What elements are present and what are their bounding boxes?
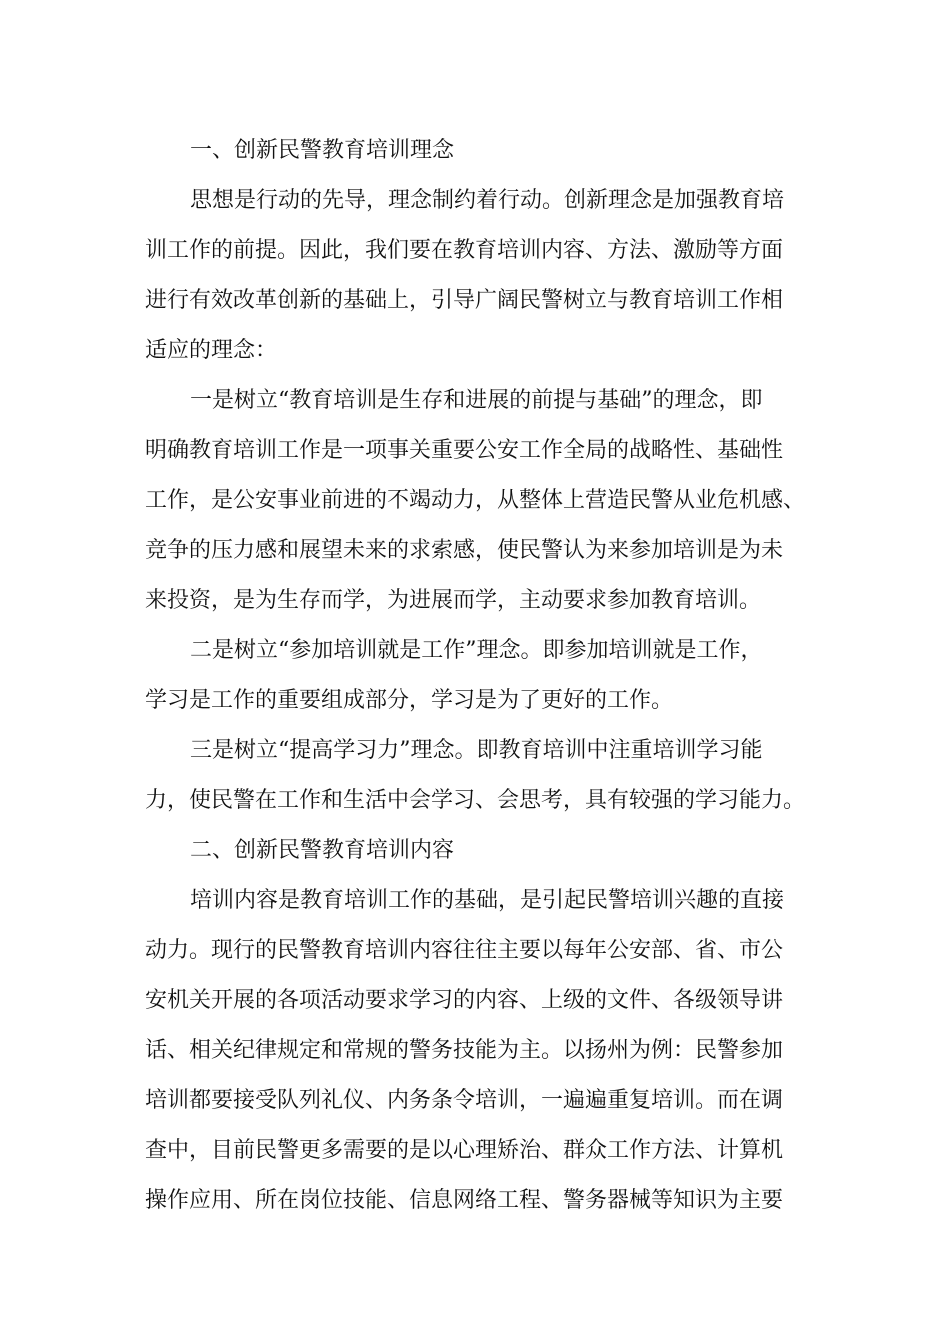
paragraph-line: 学习是工作的重要组成部分，学习是为了更好的工作。 (145, 688, 674, 713)
paragraph-line: 来投资，是为生存而学，为进展而学，主动要求参加教育培训。 (145, 588, 762, 613)
paragraph-line: 一是树立“教育培训是生存和进展的前提与基础”的理念，即 (190, 388, 763, 413)
paragraph-line: 训工作的前提。因此，我们要在教育培训内容、方法、激励等方面 (145, 238, 784, 263)
paragraph-line: 竞争的压力感和展望未来的求索感，使民警认为来参加培训是为未 (145, 538, 784, 563)
paragraph-line: 适应的理念： (145, 338, 278, 363)
paragraph-line: 明确教育培训工作是一项事关重要公安工作全局的战略性、基础性 (145, 438, 784, 463)
paragraph-line: 进行有效改革创新的基础上，引导广阔民警树立与教育培训工作相 (145, 288, 784, 313)
paragraph-line: 操作应用、所在岗位技能、信息网络工程、警务器械等知识为主要 (145, 1188, 784, 1213)
paragraph-line: 培训都要接受队列礼仪、内务条令培训，一遍遍重复培训。而在调 (145, 1088, 784, 1113)
section-heading-2: 二、创新民警教育培训内容 (190, 838, 455, 863)
paragraph-line: 动力。现行的民警教育培训内容往往主要以每年公安部、省、市公 (145, 938, 784, 963)
paragraph-line: 思想是行动的先导，理念制约着行动。创新理念是加强教育培 (190, 188, 785, 213)
paragraph-line: 查中，目前民警更多需要的是以心理矫治、群众工作方法、计算机 (145, 1138, 784, 1163)
paragraph-line: 安机关开展的各项活动要求学习的内容、上级的文件、各级领导讲 (145, 988, 784, 1013)
paragraph-line: 二是树立“参加培训就是工作”理念。即参加培训就是工作， (190, 638, 763, 663)
paragraph-line: 力，使民警在工作和生活中会学习、会思考，具有较强的学习能力。 (145, 788, 806, 813)
paragraph-line: 话、相关纪律规定和常规的警务技能为主。以扬州为例：民警参加 (145, 1038, 784, 1063)
paragraph-line: 培训内容是教育培训工作的基础，是引起民警培训兴趣的直接 (190, 888, 785, 913)
section-heading-1: 一、创新民警教育培训理念 (190, 138, 455, 163)
paragraph-line: 工作，是公安事业前进的不竭动力，从整体上营造民警从业危机感、 (145, 488, 806, 513)
paragraph-line: 三是树立“提高学习力”理念。即教育培训中注重培训学习能 (190, 738, 763, 763)
